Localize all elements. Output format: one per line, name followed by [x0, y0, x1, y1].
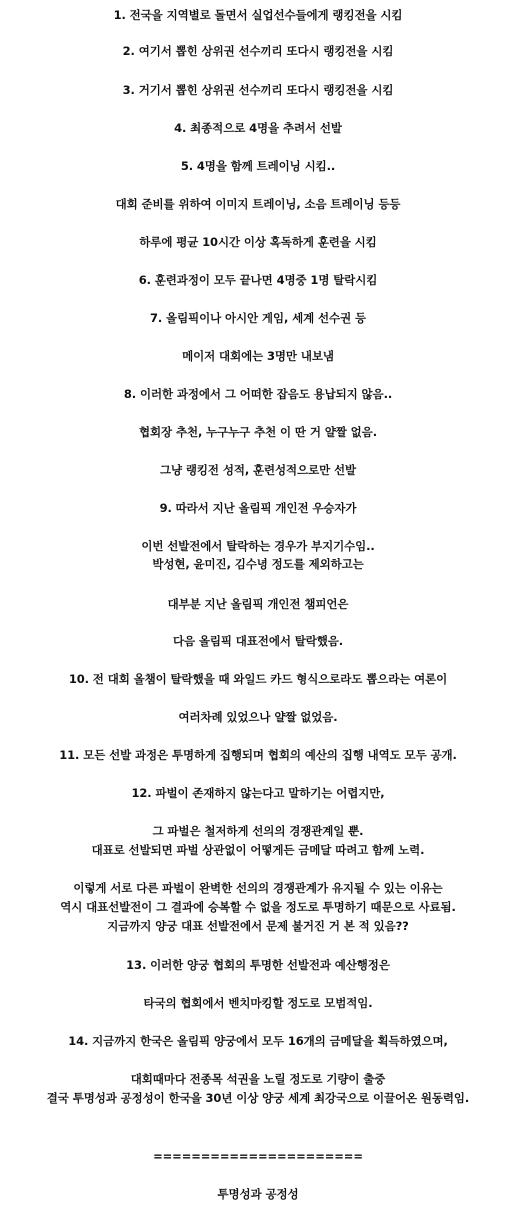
text-line: 14. 지금까지 한국은 올림픽 양궁에서 모두 16개의 금메달을 획득하였으며, [68, 1034, 448, 1048]
text-line: 결국 투명성과 공정성이 한국을 30년 이상 양궁 세계 최강국으로 이끌어온 원동력임. [46, 1091, 470, 1105]
text-line: 2. 여기서 뽑힌 상위권 선수끼리 또다시 랭킹전을 시킴 [122, 44, 394, 58]
text-line: 7. 올림픽이나 아시안 게임, 세계 선수권 등 [149, 311, 366, 325]
text-line: 박성현, 윤미진, 김수녕 정도를 제외하고는 [152, 557, 364, 571]
text-line: 8. 이러한 과정에서 그 어떠한 잡음도 용납되지 않음.. [123, 387, 393, 401]
closing-title: 투명성과 공정성 [217, 1187, 299, 1201]
text-line: 역시 대표선발전이 그 결과에 승복할 수 없을 정도로 투명하기 때문으로 사료됨. [60, 900, 456, 914]
text-line: 하루에 평균 10시간 이상 혹독하게 훈련을 시킴 [139, 235, 377, 249]
text-line: 10. 전 대회 올챔이 탈락했을 때 와일드 카드 형식으로라도 뽑으라는 여론이 [68, 672, 448, 686]
text-line: 그 파벌은 철저하게 선의의 경쟁관계일 뿐. [152, 824, 364, 838]
separator-line: ====================== [153, 1149, 363, 1163]
text-line: 이렇게 서로 다른 파벌이 완벽한 선의의 경쟁관계가 유지될 수 있는 이유는 [73, 881, 443, 895]
text-line: 대부분 지난 올림픽 개인전 챔피언은 [167, 597, 349, 611]
text-line: 대회 준비를 위하여 이미지 트레이닝, 소음 트레이닝 등등 [115, 197, 401, 211]
text-line: 13. 이러한 양궁 협회의 투명한 선발전과 예산행정은 [126, 958, 390, 972]
text-line: 1. 전국을 지역별로 돌면서 실업선수들에게 랭킹전을 시킴 [113, 8, 403, 22]
text-line: 11. 모든 선발 과정은 투명하게 집행되며 협회의 예산의 집행 내역도 모두 공개. [59, 748, 457, 762]
text-line: 3. 거기서 뽑힌 상위권 선수끼리 또다시 랭킹전을 시킴 [122, 83, 394, 97]
text-line: 타국의 협회에서 벤치마킹할 정도로 모범적임. [143, 996, 373, 1010]
text-line: 5. 4명을 함께 트레이닝 시킴.. [180, 159, 336, 173]
text-line: 대회때마다 전종목 석권을 노릴 정도로 기량이 출중 [130, 1072, 386, 1086]
text-line: 대표로 선발되면 파벌 상관없이 어떻게든 금메달 따려고 함께 노력. [91, 843, 425, 857]
text-line: 협회장 추천, 누구누구 추천 이 딴 거 얄짤 없음. [139, 425, 377, 439]
text-line: 12. 파벌이 존재하지 않는다고 말하기는 어렵지만, [131, 786, 385, 800]
text-line: 그냥 랭킹전 성적, 훈련성적으로만 선발 [159, 463, 357, 477]
text-line: 6. 훈련과정이 모두 끝나면 4명중 1명 탈락시킴 [138, 273, 378, 287]
text-line: 이번 선발전에서 탈락하는 경우가 부지기수임.. [141, 539, 375, 553]
text-line: 4. 최종적으로 4명을 추려서 선발 [174, 121, 342, 135]
text-line: 9. 따라서 지난 올림픽 개인전 우승자가 [159, 501, 357, 515]
text-line: 여러차례 있었으나 얄짤 없었음. [178, 710, 338, 724]
text-line: 지금까지 양궁 대표 선발전에서 문제 불거진 거 본 적 있음?? [107, 919, 409, 933]
text-line: 다음 올림픽 대표전에서 탈락했음. [172, 634, 344, 648]
text-line: 메이저 대회에는 3명만 내보냄 [182, 349, 334, 363]
